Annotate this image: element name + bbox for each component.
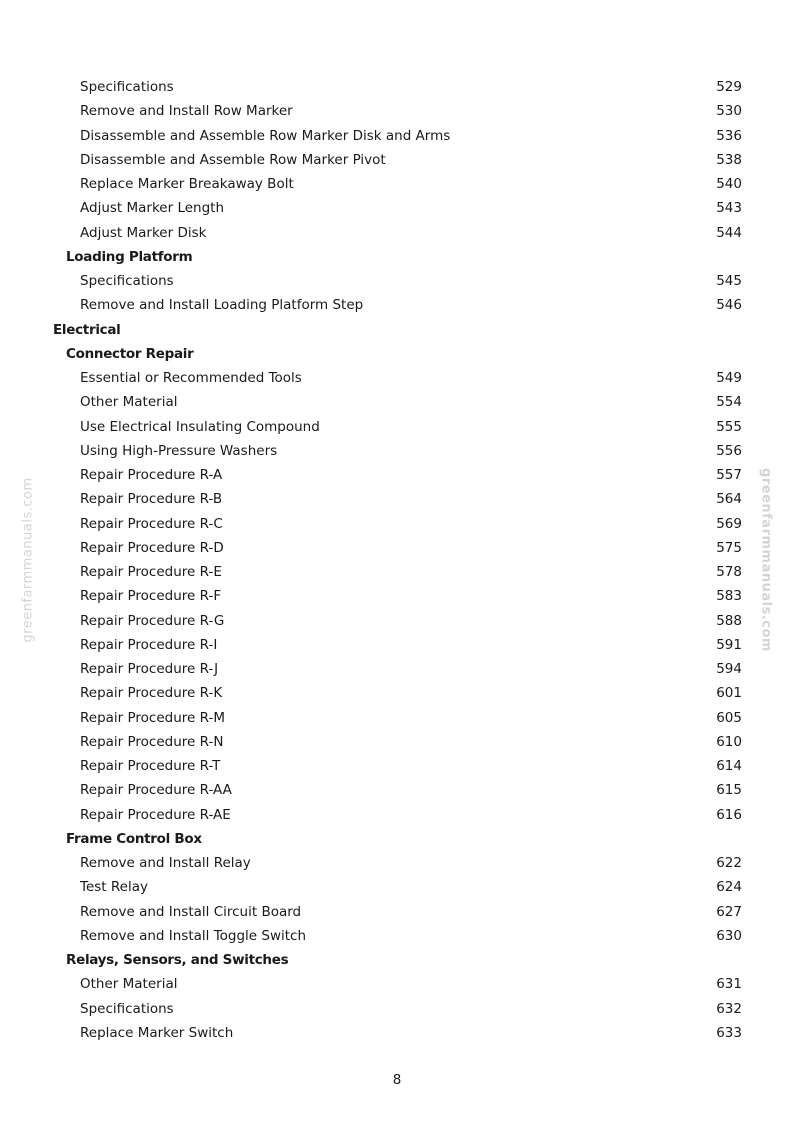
toc-entry-title: Repair Procedure R-M <box>80 709 225 726</box>
toc-entry-page-number: 601 <box>716 685 742 702</box>
toc-entry-title: Specifications <box>80 1000 174 1017</box>
toc-entry-title: Repair Procedure R-K <box>80 685 223 702</box>
toc-entry[interactable] <box>0 681 794 705</box>
toc-entry-title: Replace Marker Breakaway Bolt <box>80 176 294 192</box>
toc-entry-page-number: 633 <box>716 1024 742 1041</box>
toc-section-heading[interactable] <box>0 948 794 972</box>
toc-section-heading[interactable] <box>0 342 794 366</box>
toc-entry-page-number: 554 <box>716 394 742 411</box>
toc-entry-page-number: 575 <box>716 539 742 556</box>
toc-entry-page-number: 555 <box>716 418 742 435</box>
toc-entry-title: Electrical <box>53 321 121 338</box>
toc-entry-page-number: 610 <box>716 733 742 750</box>
toc-entry-page-number: 616 <box>716 806 742 823</box>
toc-entry-title: Remove and Install Relay <box>80 855 251 871</box>
toc-entry-page-number: 627 <box>716 903 742 920</box>
toc-entry-title: Repair Procedure R-E <box>80 564 222 580</box>
toc-entry-page-number: 614 <box>716 758 742 774</box>
toc-entry-title: Test Relay <box>80 879 148 896</box>
toc-entry[interactable] <box>0 972 794 996</box>
toc-entry[interactable] <box>0 390 794 414</box>
toc-entry-title: Adjust Marker Length <box>80 200 225 217</box>
toc-entry-title: Connector Repair <box>66 345 194 362</box>
toc-entry-page-number: 591 <box>716 636 742 653</box>
toc-entry-title: Remove and Install Row Marker <box>80 103 293 120</box>
toc-entry-page-number: 624 <box>716 879 742 896</box>
toc-entry[interactable] <box>0 75 794 99</box>
toc-entry-title: Disassemble and Assemble Row Marker Disk and Arms <box>80 127 451 144</box>
toc-entry-title: Repair Procedure R-G <box>80 612 225 629</box>
toc-entry[interactable] <box>0 439 794 463</box>
toc-entry[interactable] <box>0 657 794 681</box>
toc-entry[interactable] <box>0 221 794 245</box>
toc-entry-title: Repair Procedure R-AA <box>80 782 232 799</box>
toc-entry-title: Specifications <box>80 273 174 289</box>
toc-entry[interactable] <box>0 99 794 123</box>
toc-entry[interactable] <box>0 196 794 220</box>
watermark-right: greenfarmmanuals.com <box>758 468 774 652</box>
toc-entry-page-number: 615 <box>716 782 742 799</box>
toc-entry-page-number: 594 <box>716 661 742 677</box>
toc-entry-page-number: 588 <box>716 612 742 629</box>
toc-entry-title: Repair Procedure R-T <box>80 758 221 774</box>
toc-entry[interactable] <box>0 584 794 608</box>
toc-entry-page-number: 543 <box>716 200 742 217</box>
table-of-contents <box>0 75 794 1045</box>
toc-entry[interactable] <box>0 124 794 148</box>
toc-entry-page-number: 569 <box>716 515 742 532</box>
toc-entry-title: Repair Procedure R-B <box>80 491 223 508</box>
toc-entry-page-number: 564 <box>716 491 742 508</box>
toc-entry[interactable] <box>0 778 794 802</box>
toc-entry-title: Relays, Sensors, and Switches <box>66 952 289 968</box>
toc-entry-page-number: 538 <box>716 151 742 168</box>
toc-entry-title: Repair Procedure R-F <box>80 588 222 605</box>
toc-entry-page-number: 622 <box>716 855 742 871</box>
toc-entry-title: Remove and Install Toggle Switch <box>80 927 307 944</box>
toc-entry-title: Repair Procedure R-C <box>80 515 223 532</box>
toc-entry-page-number: 536 <box>716 127 742 144</box>
toc-entry[interactable] <box>0 803 794 827</box>
page-number: 8 <box>392 1072 402 1088</box>
toc-entry-title: Disassemble and Assemble Row Marker Pivot <box>80 151 386 168</box>
toc-entry-title: Replace Marker Switch <box>80 1024 234 1041</box>
toc-entry-title: Specifications <box>80 79 174 95</box>
toc-entry-title: Repair Procedure R-J <box>80 661 219 677</box>
toc-entry-title: Essential or Recommended Tools <box>80 370 302 386</box>
toc-entry-title: Remove and Install Loading Platform Step <box>80 297 364 314</box>
toc-entry-page-number: 632 <box>716 1000 742 1017</box>
toc-entry-page-number: 630 <box>716 927 742 944</box>
toc-entry-title: Repair Procedure R-D <box>80 539 224 556</box>
toc-entry-page-number: 605 <box>716 709 742 726</box>
toc-entry-title: Frame Control Box <box>66 830 202 847</box>
toc-entry-page-number: 556 <box>716 442 742 459</box>
toc-entry-page-number: 631 <box>716 976 742 993</box>
toc-entry[interactable] <box>0 1021 794 1045</box>
toc-entry[interactable] <box>0 512 794 536</box>
toc-entry-title: Other Material <box>80 976 178 993</box>
toc-entry-page-number: 529 <box>716 79 742 95</box>
toc-entry[interactable] <box>0 875 794 899</box>
toc-entry-page-number: 540 <box>716 176 742 192</box>
watermark-left: greenfarmmanuals.com <box>20 477 36 643</box>
toc-entry-title: Using High-Pressure Washers <box>80 442 278 459</box>
toc-entry[interactable] <box>0 997 794 1021</box>
toc-entry-title: Repair Procedure R-I <box>80 636 218 653</box>
toc-entry-title: Repair Procedure R-AE <box>80 806 231 823</box>
toc-entry[interactable] <box>0 560 794 584</box>
toc-entry[interactable] <box>0 269 794 293</box>
toc-entry-page-number: 549 <box>716 370 742 386</box>
toc-entry[interactable] <box>0 536 794 560</box>
toc-entry-title: Adjust Marker Disk <box>80 224 207 241</box>
toc-entry-title: Repair Procedure R-N <box>80 733 224 750</box>
toc-entry[interactable] <box>0 900 794 924</box>
toc-entry[interactable] <box>0 609 794 633</box>
toc-entry[interactable] <box>0 706 794 730</box>
toc-entry-page-number: 546 <box>716 297 742 314</box>
toc-entry[interactable] <box>0 463 794 487</box>
toc-entry[interactable] <box>0 754 794 778</box>
toc-entry[interactable] <box>0 415 794 439</box>
toc-entry[interactable] <box>0 730 794 754</box>
toc-entry[interactable] <box>0 851 794 875</box>
toc-entry-title: Loading Platform <box>66 248 193 265</box>
toc-section-heading[interactable] <box>0 245 794 269</box>
toc-entry-page-number: 578 <box>716 564 742 580</box>
toc-entry-page-number: 557 <box>716 467 742 483</box>
toc-section-heading[interactable] <box>0 318 794 342</box>
toc-entry[interactable] <box>0 633 794 657</box>
toc-entry[interactable] <box>0 924 794 948</box>
toc-entry[interactable] <box>0 487 794 511</box>
toc-section-heading[interactable] <box>0 827 794 851</box>
toc-entry-title: Use Electrical Insulating Compound <box>80 418 320 435</box>
toc-entry-title: Repair Procedure R-A <box>80 467 223 483</box>
toc-entry-page-number: 544 <box>716 224 742 241</box>
toc-entry[interactable] <box>0 366 794 390</box>
toc-entry[interactable] <box>0 148 794 172</box>
toc-entry-page-number: 583 <box>716 588 742 605</box>
toc-entry-title: Other Material <box>80 394 178 411</box>
toc-entry[interactable] <box>0 172 794 196</box>
toc-entry-page-number: 530 <box>716 103 742 120</box>
toc-entry-title: Remove and Install Circuit Board <box>80 903 302 920</box>
toc-entry[interactable] <box>0 293 794 317</box>
toc-entry-page-number: 545 <box>716 273 742 289</box>
